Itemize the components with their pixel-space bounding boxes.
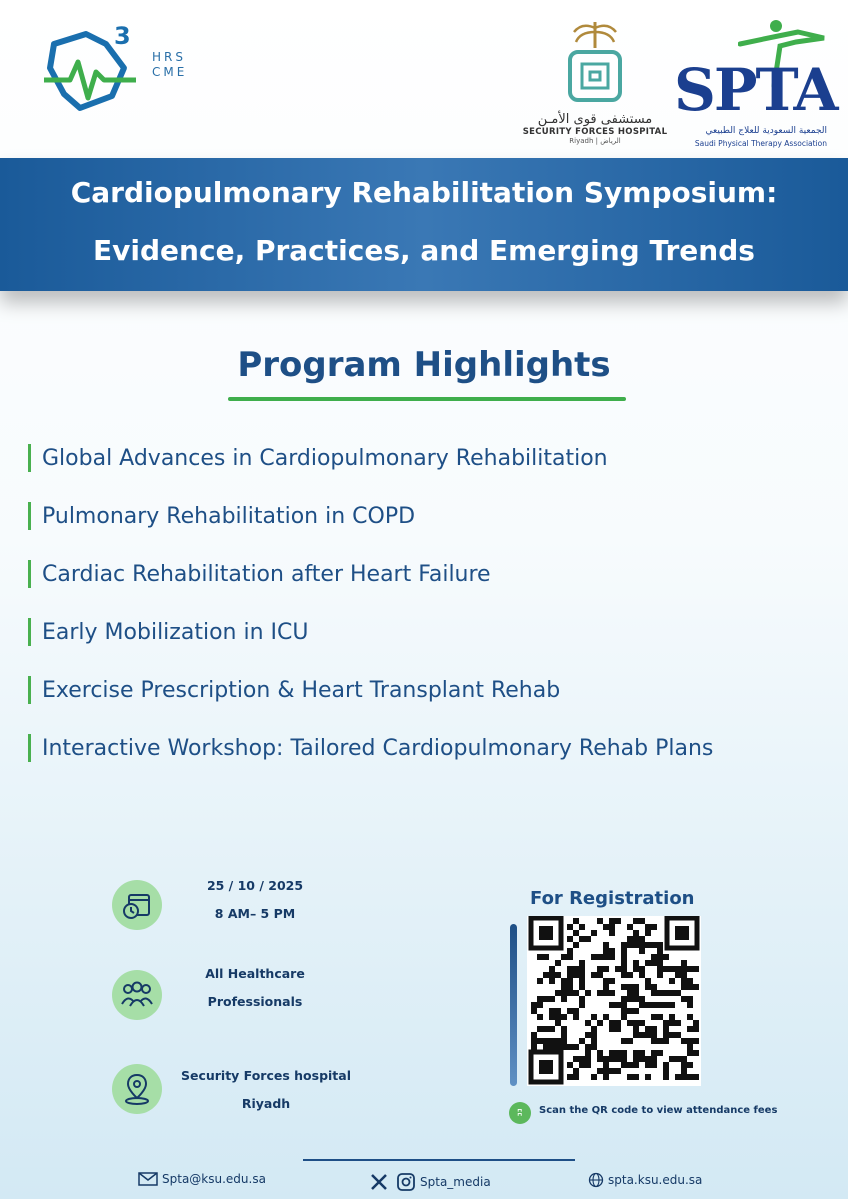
highlight-text: Interactive Workshop: Tailored Cardiopulmonary Rehab Plans [42,735,714,761]
program-highlights-heading: Program Highlights [237,345,611,385]
title-line-1: Cardiopulmonary Rehabilitation Symposium: [70,176,778,209]
highlight-item [28,441,608,475]
hrs-line1: HRS [152,50,186,64]
mail-icon [138,1172,158,1186]
audience-block [180,960,330,1016]
highlight-text: Early Mobilization in ICU [42,619,309,645]
footer-divider [303,1159,575,1161]
date-time-block [180,872,330,928]
social-handle: Spta_media [420,1175,491,1189]
venue-block [166,1062,366,1118]
highlight-bar [28,560,31,588]
x-twitter-icon [370,1173,388,1191]
venue-line-2: Riyadh [241,1096,291,1111]
audience-line-1: All Healthcare [205,966,305,981]
highlight-item [28,673,560,707]
highlight-text: Global Advances in Cardiopulmonary Rehabilitation [42,445,608,471]
event-date: 25 / 10 / 2025 [206,878,304,893]
security-forces-hospital-logo [520,18,670,158]
spta-wordmark: SPTA [674,56,837,124]
qr-accent-bar [510,924,517,1086]
highlight-bar [28,676,31,704]
highlight-bar [28,734,31,762]
sfh-city: Riyadh | الرياض [569,137,621,145]
highlight-text: Exercise Prescription & Heart Transplant Rehab [42,677,561,703]
spta-arabic-name: الجمعية السعودية للعلاج الطبيعي [705,126,827,136]
highlight-bar [28,444,31,472]
palm-emblem-icon [560,18,630,104]
hrs-line2: CME [152,65,188,79]
spta-logo [668,18,837,148]
highlight-bar [28,618,31,646]
registration-title: For Registration [530,888,695,909]
hrs-text [152,50,187,80]
title-banner [0,158,848,291]
event-time: 8 AM– 5 PM [214,906,296,921]
footer-email[interactable] [138,1172,266,1186]
title-line-2: Evidence, Practices, and Emerging Trends [93,234,755,267]
highlight-item [28,557,491,591]
sfh-english-name: SECURITY FORCES HOSPITAL [522,127,668,137]
hrs-number: 3 [114,22,131,50]
highlight-item [28,499,415,533]
hrs-map-icon [40,22,150,117]
highlight-text: Cardiac Rehabilitation after Heart Failure [42,561,491,587]
heading-underline [228,397,626,401]
email-text: Spta@ksu.edu.sa [162,1172,266,1186]
registration-qr-code[interactable] [527,916,701,1086]
location-pin-icon [112,1064,162,1114]
website-text: spta.ksu.edu.sa [608,1173,703,1187]
instagram-icon [396,1172,416,1192]
highlight-item [28,615,308,649]
highlight-bar [28,502,31,530]
calendar-clock-icon [112,880,162,930]
footer-social[interactable] [370,1172,491,1192]
highlight-item [28,731,713,765]
footer-website[interactable] [588,1172,702,1188]
audience-line-2: Professionals [207,994,303,1009]
highlight-text: Pulmonary Rehabilitation in COPD [42,503,416,529]
group-people-icon [112,970,162,1020]
fee-note: Scan the QR code to view attendance fees [539,1105,778,1116]
globe-icon [588,1172,604,1188]
venue-line-1: Security Forces hospital [180,1068,352,1083]
currency-icon: ʭ [509,1102,531,1124]
sfh-arabic-name: مستشفى قوى الأمـن [537,112,653,127]
spta-english-name: Saudi Physical Therapy Association [694,139,827,148]
